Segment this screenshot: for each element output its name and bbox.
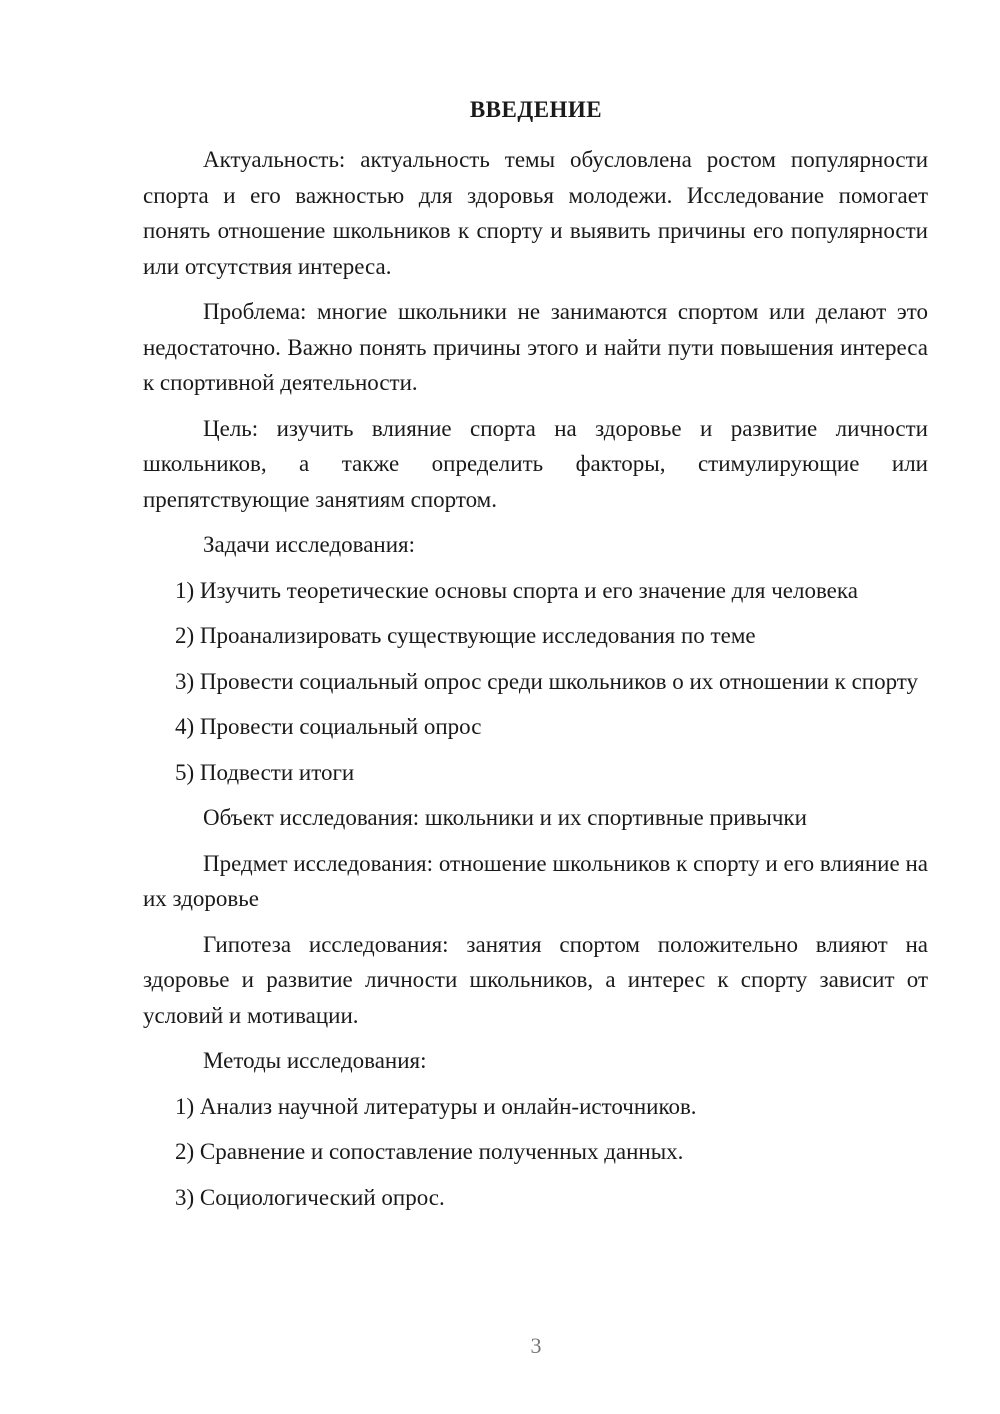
paragraph-problem: Проблема: многие школьники не занимаются спортом или делают это недостаточно. Важно понять причины этого и найти пути повышения интереса к спортивной деятельности. bbox=[143, 299, 928, 395]
paragraph-relevance: Актуальность: актуальность темы обусловлена ростом популярности спорта и его важностью для здоровья молодежи. Исследование помогает понять отношение школьников к спорту и выявить причины его популярности или отсутствия интереса. bbox=[143, 147, 928, 279]
paragraph-subject: Предмет исследования: отношение школьников к спорту и его влияние на их здоровье bbox=[143, 850, 928, 911]
task-list-item-5: 5) Подвести итоги bbox=[175, 759, 355, 785]
paragraph-methods-heading: Методы исследования: bbox=[203, 1048, 427, 1073]
task-list-item-2: 2) Проанализировать существующие исследования по теме bbox=[175, 623, 756, 648]
page-number: 3 bbox=[530, 1333, 542, 1358]
method-list-item-3: 3) Социологический опрос. bbox=[175, 1184, 445, 1210]
task-list-item-4: 4) Провести социальный опрос bbox=[175, 714, 482, 739]
task-list-item-3: 3) Провести социальный опрос среди школьников о их отношении к спорту bbox=[175, 668, 919, 694]
method-list-item-2: 2) Сравнение и сопоставление полученных данных. bbox=[175, 1139, 684, 1164]
document-body bbox=[143, 142, 928, 1225]
paragraph-goal: Цель: изучить влияние спорта на здоровье и развитие личности школьников, а также определить факторы, стимулирующие или препятствующие занятиям спортом. bbox=[143, 415, 928, 512]
paragraph-hypothesis: Гипотеза исследования: занятия спортом положительно влияют на здоровье и развитие личности школьников, а интерес к спорту зависит от условий и мотивации. bbox=[143, 931, 928, 1028]
task-list-item-1: 1) Изучить теоретические основы спорта и его значение для человека bbox=[175, 577, 858, 603]
paragraph-object: Объект исследования: школьники и их спортивные привычки bbox=[203, 805, 807, 830]
document-title: ВВЕДЕНИЕ bbox=[469, 97, 603, 122]
method-list-item-1: 1) Анализ научной литературы и онлайн-источников. bbox=[175, 1093, 697, 1119]
paragraph-tasks-heading: Задачи исследования: bbox=[203, 532, 416, 557]
